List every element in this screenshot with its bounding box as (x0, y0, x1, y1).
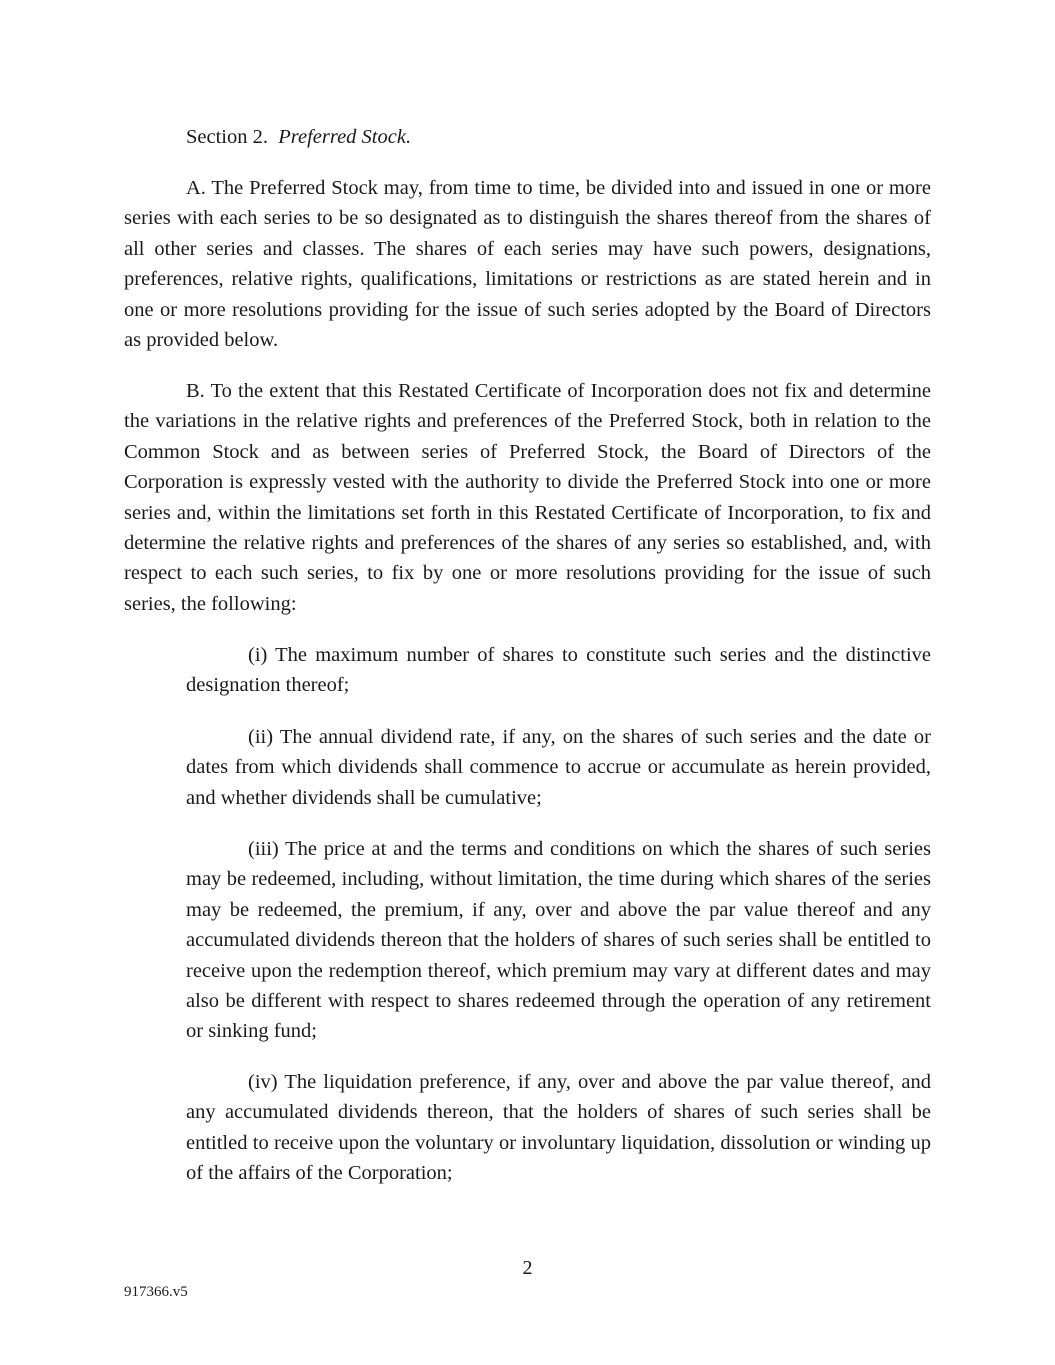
section-title: Preferred Stock. (278, 126, 412, 148)
list-item-ii: (ii) The annual dividend rate, if any, on the shares of such series and the date or dates from which dividends shall commence to accrue or accumulate as herein provided, and whether dividends shall be cumulative; (186, 726, 931, 809)
section-label: Section 2. (186, 126, 268, 148)
document-id: 917366.v5 (124, 1284, 188, 1300)
paragraph-b: B. To the extent that this Restated Certificate of Incorporation does not fix and determine the variations in the relative rights and preferences of the Preferred Stock, both in relation to the Common Stock and as between series of Preferred Stock, the Board of Directors of the Corporation is expressly vested with the authority to divide the Preferred Stock into one or more series and, within the limitations set forth in this Restated Certificate of Incorporation, to fix and determine the relative rights and preferences of the shares of any series so established, and, with respect to each such series, to fix by one or more resolutions providing for the issue of such series, the following: (124, 380, 931, 615)
list-item-iii: (iii) The price at and the terms and conditions on which the shares of such series may be redeemed, including, without limitation, the time during which shares of the series may be redeemed, the premium, if any, over and above the par value thereof and any accumulated dividends thereon that the holders of shares of such series shall be entitled to receive upon the redemption thereof, which premium may vary at different dates and may also be different with respect to shares redeemed through the operation of any retirement or sinking fund; (186, 838, 931, 1043)
section-heading (186, 123, 411, 151)
page-number: 2 (522, 1257, 533, 1279)
list-item-i: (i) The maximum number of shares to constitute such series and the distinctive designation thereof; (186, 644, 931, 697)
list-item-iv: (iv) The liquidation preference, if any, over and above the par value thereof, and any accumulated dividends thereon, that the holders of shares of such series shall be entitled to receive upon the voluntary or involuntary liquidation, dissolution or winding up of the affairs of the Corporation; (186, 1071, 931, 1185)
paragraph-a: A. The Preferred Stock may, from time to time, be divided into and issued in one or more series with each series to be so designated as to distinguish the shares thereof from the shares of all other series and classes. The shares of each series may have such powers, designations, preferences, relative rights, qualifications, limitations or restrictions as are stated herein and in one or more resolutions providing for the issue of such series adopted by the Board of Directors as provided below. (124, 177, 931, 352)
